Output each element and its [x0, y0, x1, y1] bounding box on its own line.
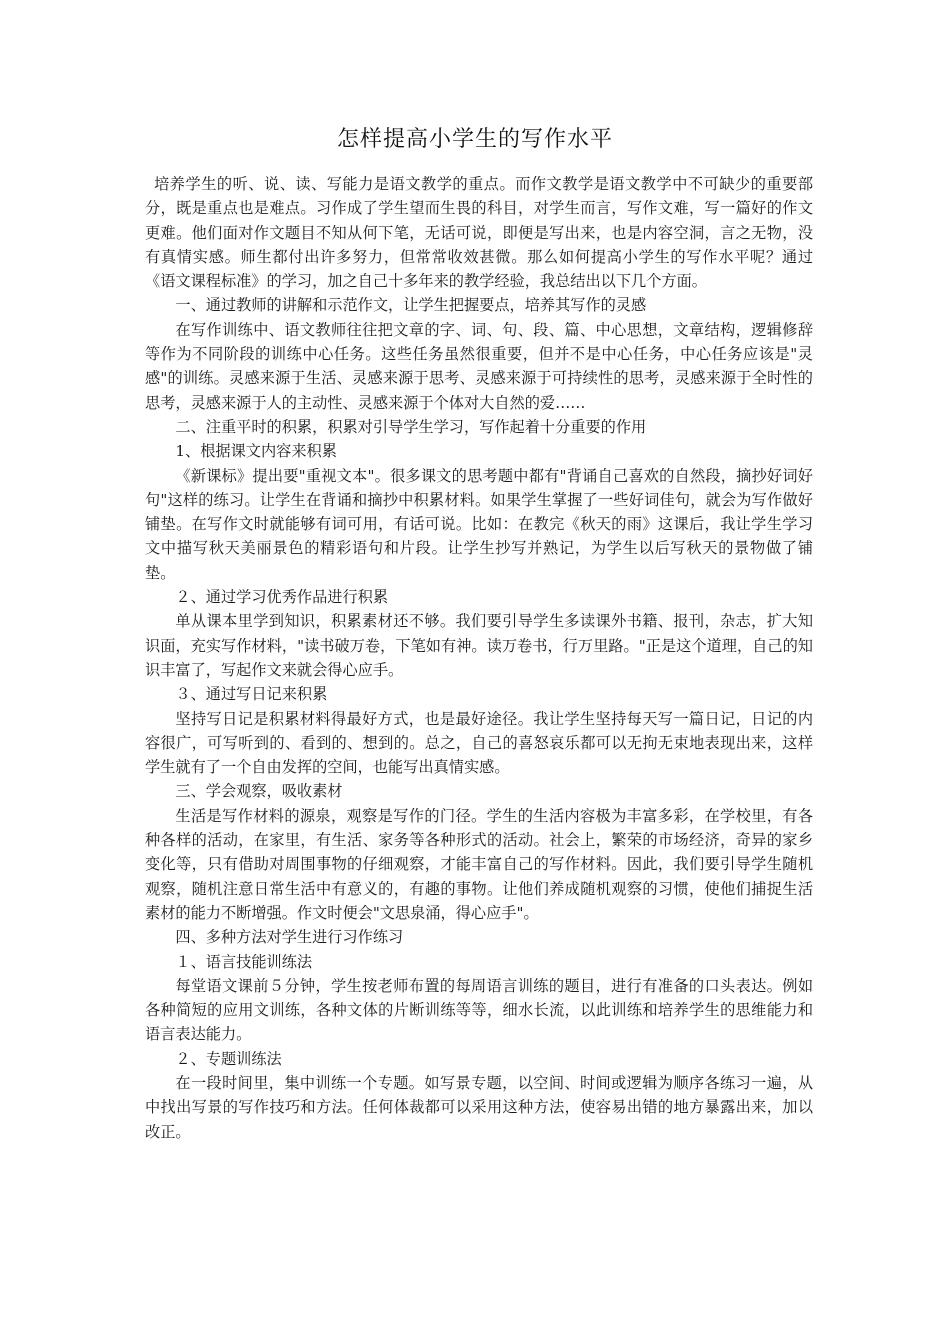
paragraph: 生活是写作材料的源泉，观察是写作的门径。学生的生活内容极为丰富多彩，在学校里，有各种各样的活动，在家里，有生活、家务等各种形式的活动。社会上，繁荣的市场经济，奇异的家乡变化等，只有借助对周围事物的仔细观察，才能丰富自己的写作材料。因此，我们要引导学生随机观察，随机注意日常生活中有意义的，有趣的事物。让他们养成随机观察的习惯，使他们捕捉生活素材的能力不断增强。作文时便会"文思泉涌，得心应手"。	[145, 806, 813, 922]
subsection-heading: １、语言技能训练法	[175, 952, 313, 971]
subsection-heading: ３、通过写日记来积累	[175, 685, 328, 704]
paragraph: 在写作训练中、语文教师往往把文章的字、词、句、段、篇、中心思想，文章结构，逻辑修辞等作为不同阶段的训练中心任务。这些任务虽然很重要，但并不是中心任务，中心任务应该是"灵感"的训练。灵感来源于生活、灵感来源于思考、灵感来源于可持续性的思考，灵感来源于全时性的思考，灵感来源于人的主动性、灵感来源于个体对大自然的爱……	[145, 320, 813, 412]
subsection-heading: ２、通过学习优秀作品进行积累	[175, 588, 389, 607]
paragraph: 坚持写日记是积累材料得最好方式，也是最好途径。我让学生坚持每天写一篇日记，日记的内容很广，可写听到的、看到的、想到的。总之，自己的喜怒哀乐都可以无拘无束地表现出来，这样学生就有了一个自由发挥的空间，也能写出真情实感。	[145, 709, 813, 777]
paragraph: 单从课本里学到知识，积累素材还不够。我们要引导学生多读课外书籍、报刊，杂志，扩大知识面，充实写作材料，"读书破万卷，下笔如有神。读万卷书，行万里路。"正是这个道理，自己的知识丰富了，写起作文来就会得心应手。	[145, 612, 813, 679]
paragraph-intro: 培养学生的听、说、读、写能力是语文教学的重点。而作文教学是语文教学中不可缺少的重要部分，既是重点也是难点。习作成了学生望而生畏的科目，对学生而言，写作文难，写一篇好的作文更难。他们面对作文题目不知从何下笔，无话可说，即便是写出来，也是内容空洞，言之无物，没有真情实感。师生都付出许多努力，但常常收效甚微。那么如何提高小学生的写作水平呢？通过《语文课程标准》的学习，加之自己十多年来的教学经验，我总结出以下几个方面。	[145, 175, 813, 291]
section-heading-1: 一、通过教师的讲解和示范作文，让学生把握要点，培养其写作的灵感	[175, 296, 647, 315]
section-heading-3: 三、学会观察，吸收素材	[175, 782, 343, 801]
paragraph: 在一段时间里，集中训练一个专题。如写景专题，以空间、时间或逻辑为顺序各练习一遍，从中找出写景的写作技巧和方法。任何体裁都可以采用这种方法，使容易出错的地方暴露出来，加以改正。	[145, 1073, 813, 1141]
section-heading-2: 二、注重平时的积累，积累对引导学生学习，写作起着十分重要的作用	[175, 417, 647, 436]
document-body	[145, 172, 813, 1144]
paragraph: 《新课标》提出要"重视文本"。很多课文的思考题中都有"背诵自己喜欢的自然段，摘抄好词好句"这样的练习。让学生在背诵和摘抄中积累材料。如果学生掌握了一些好词佳句，就会为写作做好铺垫。在写作文时就能够有词可用，有话可说。比如：在教完《秋天的雨》这课后，我让学生学习文中描写秋天美丽景色的精彩语句和片段。让学生抄写并熟记，为学生以后写秋天的景物做了铺垫。	[145, 466, 813, 582]
paragraph: 每堂语文课前５分钟，学生按老师布置的每周语言训练的题目，进行有准备的口头表达。例如各种简短的应用文训练，各种文体的片断训练等等，细水长流，以此训练和培养学生的思维能力和语言表达能力。	[145, 976, 813, 1044]
subsection-heading: ２、专题训练法	[175, 1049, 282, 1068]
section-heading-4: 四、多种方法对学生进行习作练习	[175, 928, 404, 947]
subsection-heading: 1、根据课文内容来积累	[175, 442, 337, 461]
document-title: 怎样提高小学生的写作水平	[336, 127, 613, 152]
